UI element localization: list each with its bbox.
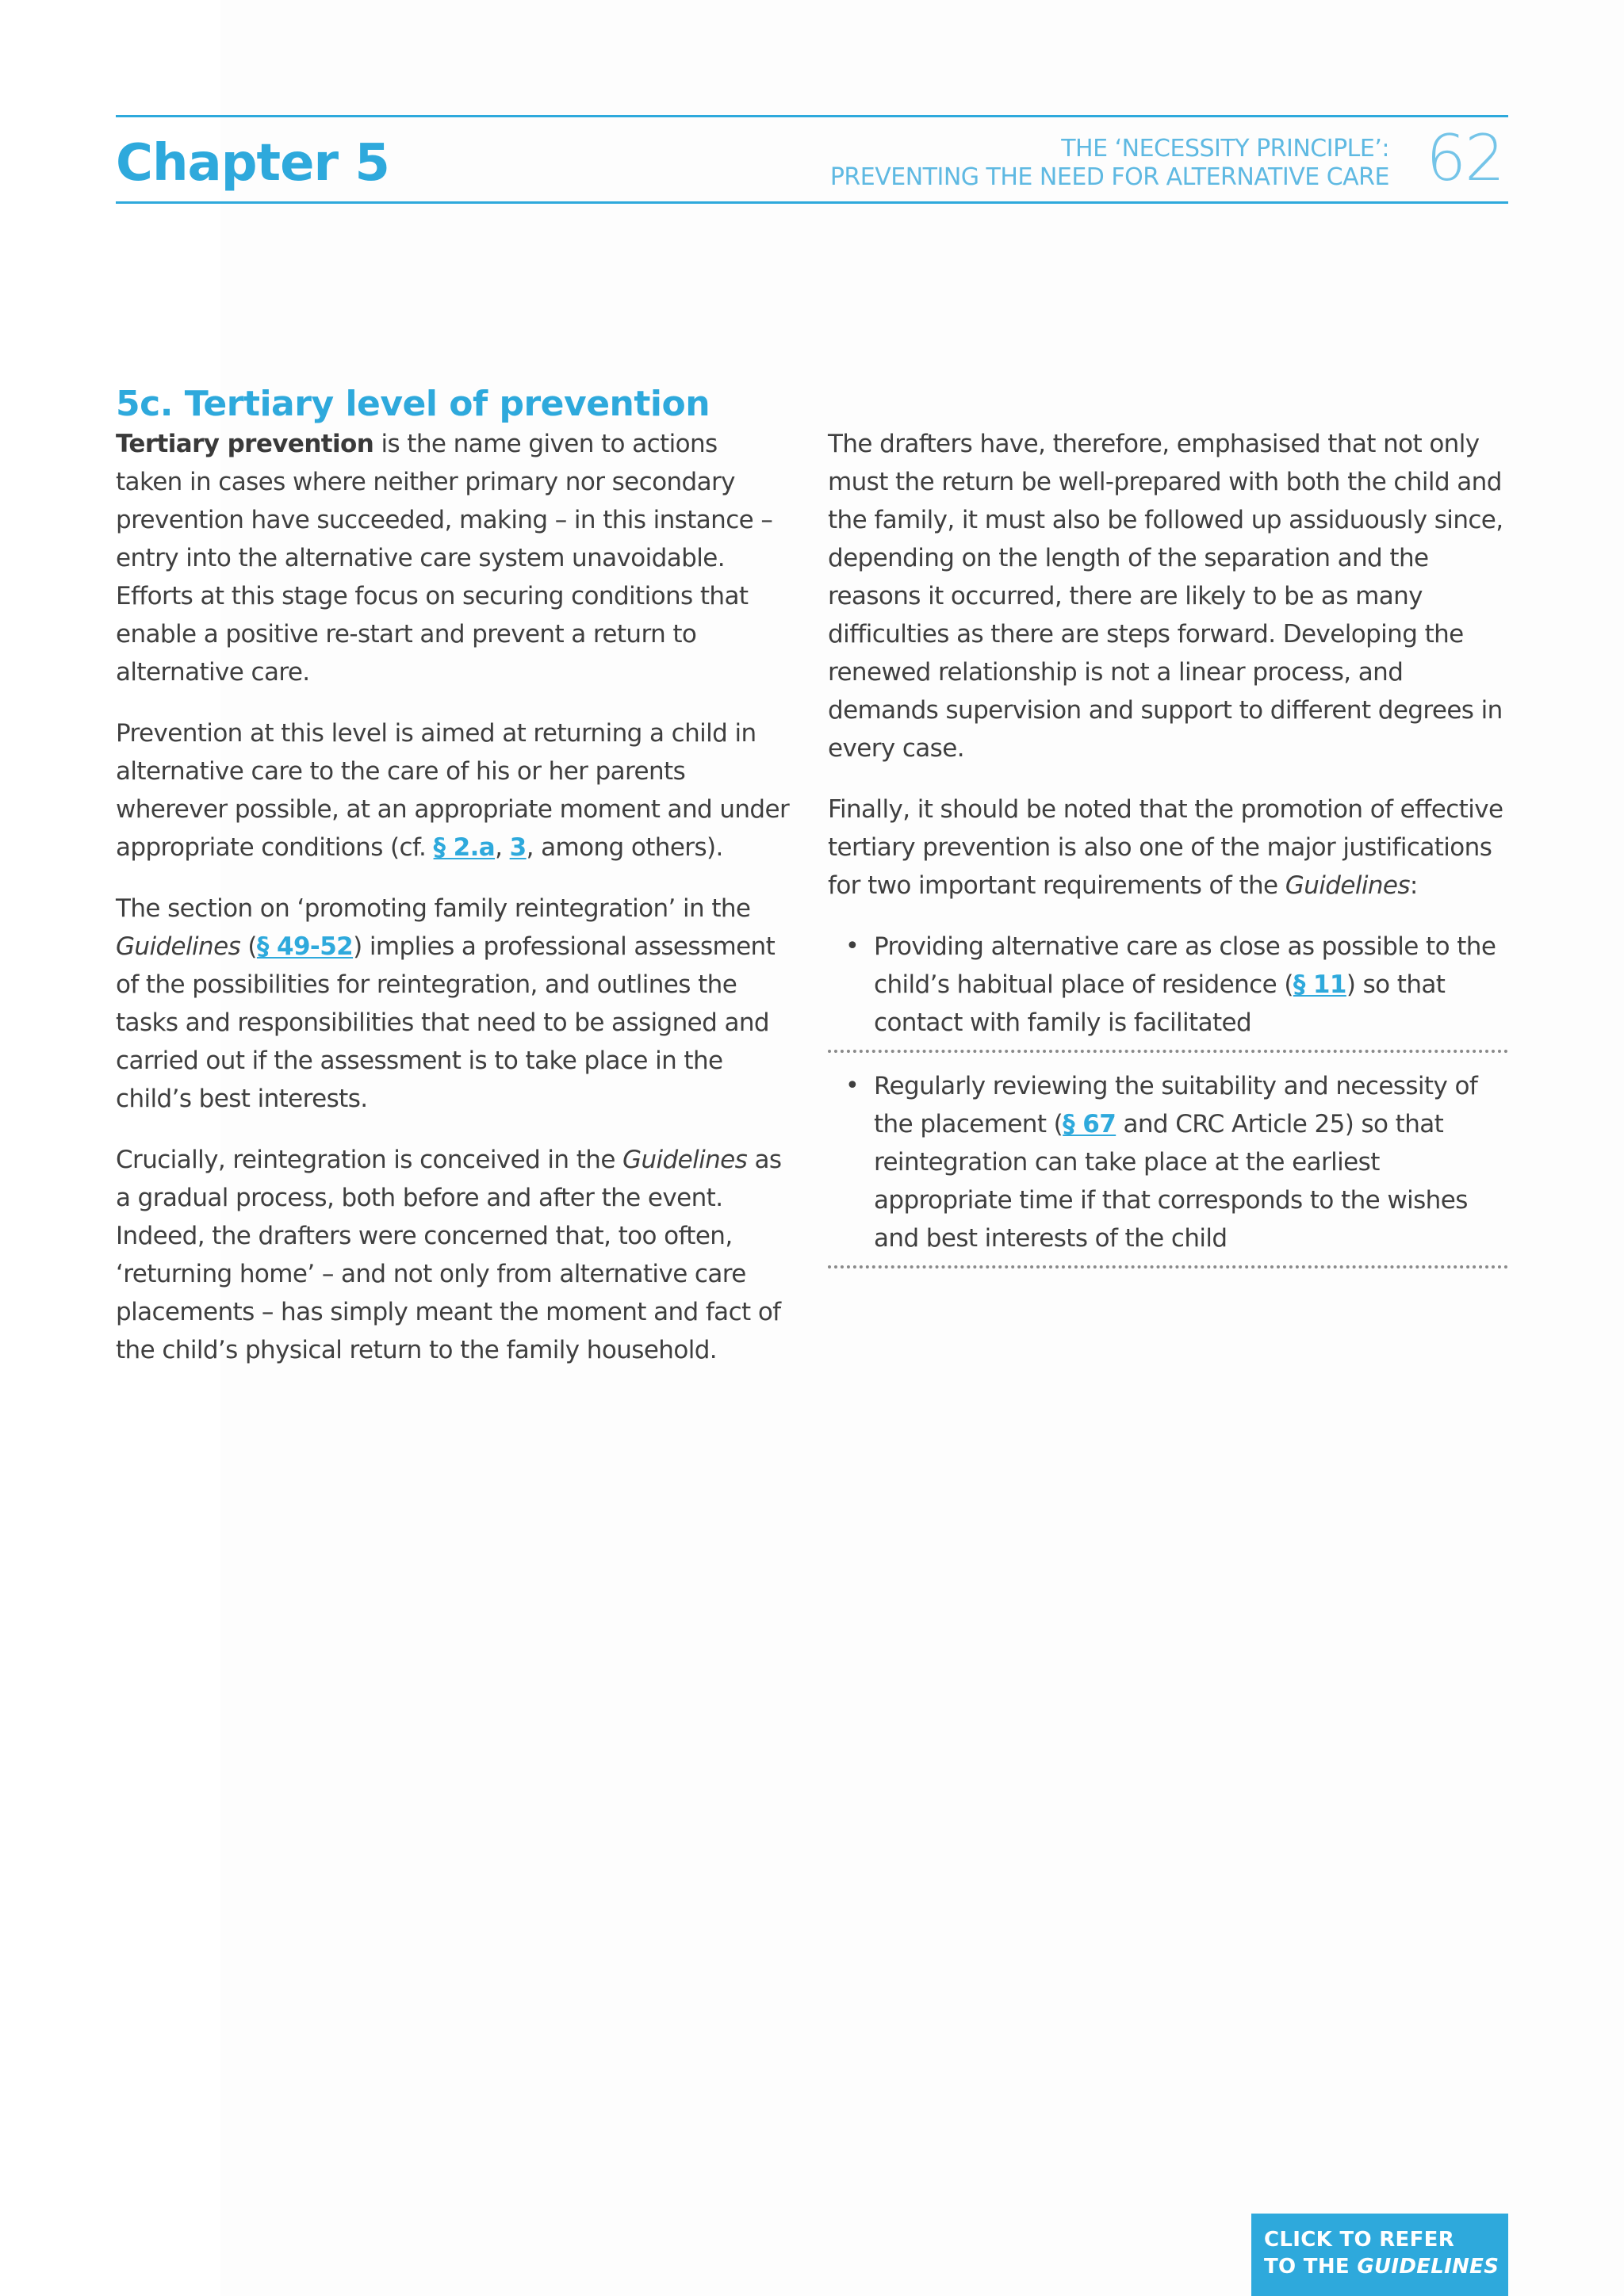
paragraph-follow-up (828, 425, 1508, 767)
paragraph-text: Crucially, reintegration is conceived in the (116, 1146, 623, 1174)
paragraph-tertiary-definition (116, 425, 790, 691)
paragraph-text: ) implies a professional assessment of the possibilities for reintegration, and outlines the tasks and responsibilities that need to be assigned and carried out if the assessment is to take place in the child’s best interests. (116, 932, 776, 1113)
paragraph-requirements-intro (828, 790, 1508, 905)
paragraph-gradual-process (116, 1141, 790, 1369)
paragraph-text: : (1409, 871, 1418, 900)
refer-to-guidelines-button[interactable] (1251, 2214, 1508, 2296)
guideline-link-11[interactable]: § 11 (1293, 970, 1346, 999)
page-number: 62 (1426, 121, 1503, 195)
separator-text: , (495, 833, 510, 862)
guideline-link-3[interactable]: 3 (509, 833, 527, 862)
list-item-text: ) so that contact with family is facilitated (874, 970, 1446, 1037)
guidelines-italic: Guidelines (1285, 871, 1410, 900)
guideline-link-67[interactable]: § 67 (1063, 1110, 1116, 1138)
paren-open: ( (240, 932, 257, 961)
paragraph-text: is the name given to actions taken in cases where neither primary nor secondary prevention have succeeded, making – in this instance – entry into the alternative care system unavoidable. Efforts at this stage focus on securing conditions that enable a positive re-start and prevent a return to alternative care. (116, 430, 773, 687)
paragraph-text: The section on ‘promoting family reintegration’ in the (116, 894, 751, 923)
guideline-link-49-52[interactable]: § 49-52 (256, 932, 354, 961)
list-item-text: and CRC Article 25) so that reintegration can take place at the earliest appropriate time if that corresponds to the wishes and best interests of the child (874, 1110, 1468, 1253)
paragraph-text: , among others). (526, 833, 723, 862)
paragraph-family-reintegration (116, 890, 790, 1118)
running-title-line-2: PREVENTING THE NEED FOR ALTERNATIVE CARE (829, 163, 1389, 191)
cta-line-2 (1264, 2253, 1508, 2280)
cta-line-1: CLICK TO REFER (1264, 2228, 1455, 2252)
paragraph-text: Finally, it should be noted that the promotion of effective tertiary prevention is also one of the major justifications for two important requirements of the (828, 795, 1503, 900)
page-header (116, 115, 1508, 204)
guidelines-italic: Guidelines (116, 932, 241, 961)
guidelines-italic: Guidelines (622, 1146, 748, 1174)
list-item-text: Regularly reviewing the suitability and necessity of the placement ( (874, 1072, 1478, 1138)
bold-term: Tertiary prevention (116, 430, 374, 458)
guideline-link-2a[interactable]: § 2.a (433, 833, 496, 862)
list-item-text: Providing alternative care as close as possible to the child’s habitual place of residence ( (874, 932, 1496, 999)
running-title (830, 135, 1389, 192)
section-heading: 5c. Tertiary level of prevention (116, 384, 710, 424)
paragraph-text: Prevention at this level is aimed at returning a child in alternative care to the care of his or her parents wherever possible, at an appropriate moment and under appropriate conditions (cf. (116, 719, 790, 862)
running-title-line-1: THE ‘NECESSITY PRINCIPLE’: (1061, 135, 1389, 163)
list-item (828, 1067, 1508, 1269)
requirements-list (828, 928, 1508, 1269)
bullet-icon: • (845, 932, 860, 960)
list-item (828, 928, 1508, 1053)
paragraph-returning-child (116, 714, 790, 867)
right-column (828, 425, 1508, 1283)
bullet-icon: • (845, 1072, 860, 1100)
paragraph-text: The drafters have, therefore, emphasised that not only must the return be well-prepared with both the child and the family, it must also be followed up assiduously since, depending on the length of the separation and the reasons it occurred, there are likely to be as many difficulties as there are steps forward. Developing the renewed relationship is not a linear process, and demands supervision and support to different degrees in every case. (828, 430, 1503, 763)
paragraph-text: as a gradual process, both before and after the event. Indeed, the drafters were concerned that, too often, ‘returning home’ – and not only from alternative care placements – has simply meant the moment and fact of the child’s physical return to the family household. (116, 1146, 782, 1364)
cta-guidelines-italic: GUIDELINES (1357, 2255, 1500, 2279)
left-column (116, 425, 790, 1392)
chapter-title: Chapter 5 (116, 134, 389, 193)
cta-line-2-prefix: TO THE (1264, 2255, 1358, 2279)
